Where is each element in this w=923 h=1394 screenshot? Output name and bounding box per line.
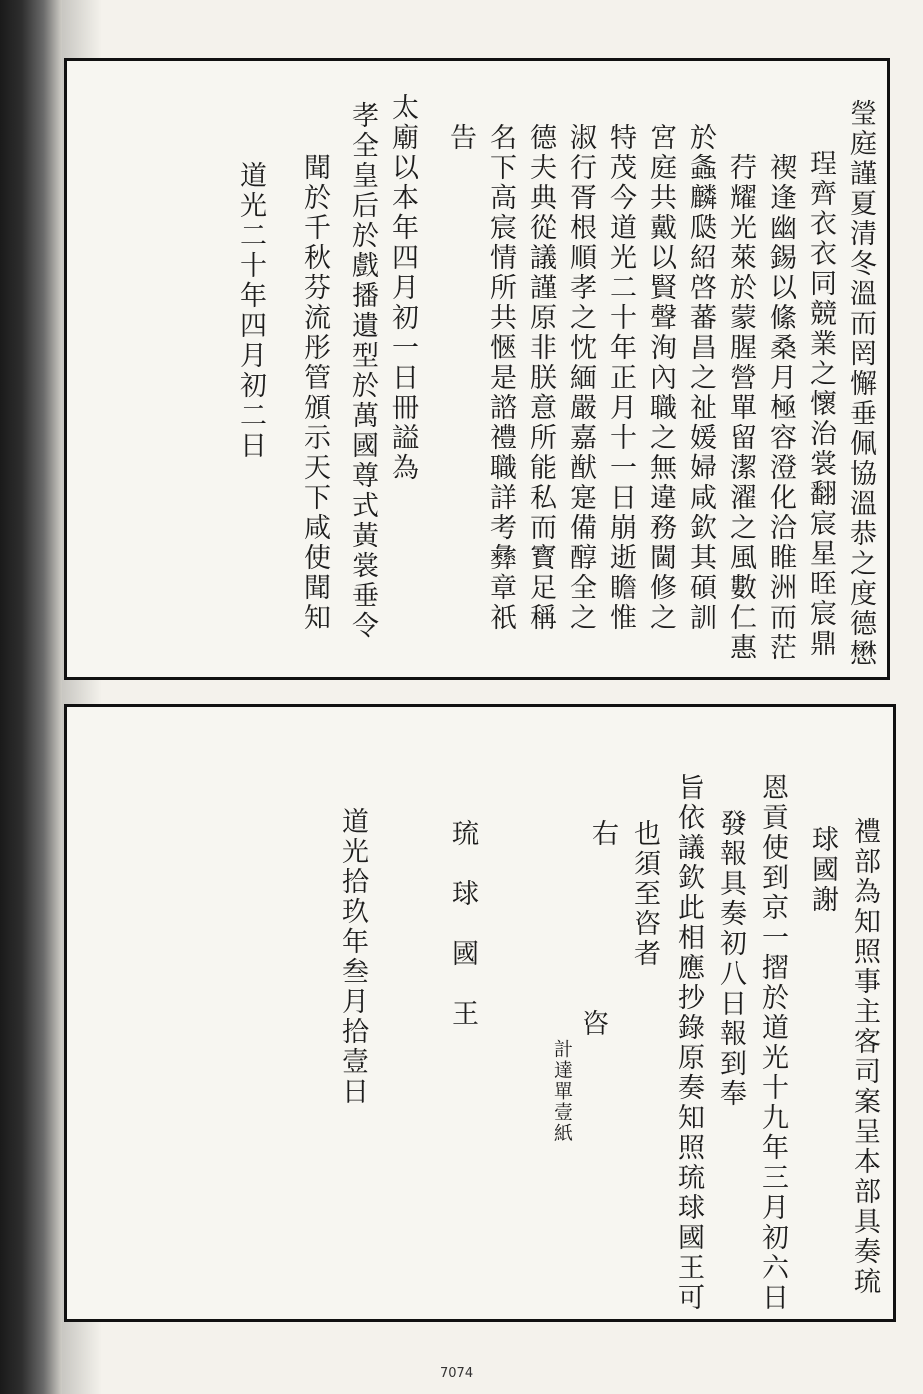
page-number: 7074 xyxy=(440,1366,474,1381)
addressee-column: 琉 球 國 王 xyxy=(447,819,478,1029)
text-column: 球國謝 xyxy=(807,825,838,915)
book-binding-shadow xyxy=(0,0,62,1394)
text-column: 淑行胥根順孝之忱緬嚴嘉猷寔備醇全之 xyxy=(565,123,596,633)
text-column: 名下高宸情所共愜是諮禮職詳考彝章祇 xyxy=(485,123,516,633)
date-column: 道光拾玖年叁月拾壹日 xyxy=(337,807,368,1107)
note-column: 計達單壹紙 xyxy=(551,1039,573,1144)
text-column: 宮庭共戴以賢聲洵內職之無違務閫修之 xyxy=(645,123,676,633)
text-column: 咨 xyxy=(577,1009,608,1039)
text-column: 右 xyxy=(587,819,618,849)
text-column: 恩貢使到京一摺於道光十九年三月初六日 xyxy=(757,773,788,1313)
text-column: 瑩庭謹夏清冬溫而罔懈垂佩協溫恭之度德懋 xyxy=(845,99,876,669)
text-column: 旨依議欽此相應抄錄原奏知照琉球國王可 xyxy=(673,773,704,1313)
text-column: 於螽麟瓞紹啓蕃昌之祉媛婦咸欽其碩訓 xyxy=(685,123,716,633)
text-column: 荇耀光萊於蒙腥營單留潔濯之風數仁惠 xyxy=(725,153,756,663)
text-column: 特茂今道光二十年正月十一日崩逝瞻惟 xyxy=(605,123,636,633)
text-column: 禮部為知照事主客司案呈本部具奏琉 xyxy=(849,817,880,1297)
text-column: 禊逢幽錫以絛桑月極容澄化洽睢洲而茫 xyxy=(765,153,796,663)
text-column: 珵齊衣衣同競業之懷治裳翻宸星晊宸鼎 xyxy=(805,149,836,659)
text-column: 孝全皇后於戲播遺型於萬國尊式黃裳垂令 xyxy=(347,101,378,641)
text-column: 告 xyxy=(445,123,476,153)
document-panel-top xyxy=(64,58,890,680)
text-column: 也須至咨者 xyxy=(629,819,660,969)
text-column: 發報具奏初八日報到奉 xyxy=(715,809,746,1109)
text-column: 聞於千秋芬流彤管頒示天下咸使聞知 xyxy=(299,153,330,633)
date-column: 道光二十年四月初二日 xyxy=(235,161,266,461)
text-column: 太廟以本年四月初一日冊謚為 xyxy=(387,93,418,483)
text-column: 德夫典從議謹原非朕意所能私而寳足稱 xyxy=(525,123,556,633)
document-panel-bottom xyxy=(64,704,896,1322)
